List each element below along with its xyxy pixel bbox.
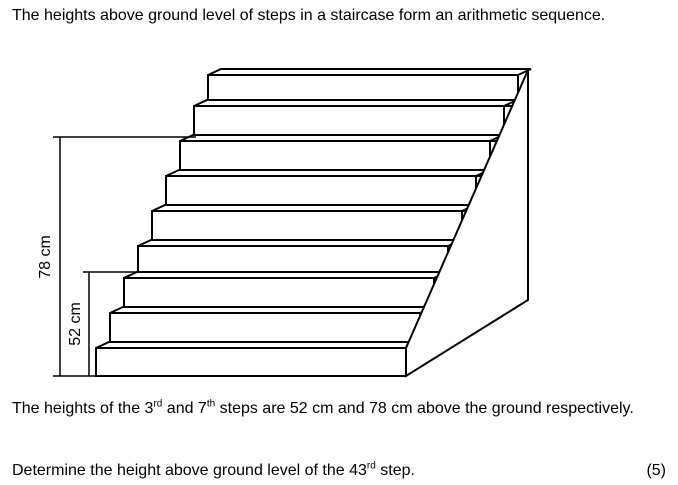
question-text-part: The heights of the 3 [12, 400, 154, 417]
superscript-rd: rd [153, 398, 163, 410]
step-riser [96, 348, 406, 376]
question-text-part: Determine the height above ground level of the 43 [12, 462, 367, 479]
superscript-rd: rd [366, 460, 376, 472]
superscript-th: th [206, 398, 216, 410]
question-text-part: step. [375, 462, 415, 479]
label-52cm: 52 cm [67, 302, 84, 346]
question-text-part: steps are 52 cm and 78 cm above the ground respectively. [215, 400, 634, 417]
question-text-part: and 7 [162, 400, 207, 417]
label-78cm: 78 cm [37, 235, 54, 279]
question-line-2 [12, 461, 415, 480]
intro-text: The heights above ground level of steps in a staircase form an arithmetic sequence. [12, 7, 606, 24]
marks-allocation: (5) [646, 462, 666, 479]
question-line-1 [12, 399, 652, 418]
